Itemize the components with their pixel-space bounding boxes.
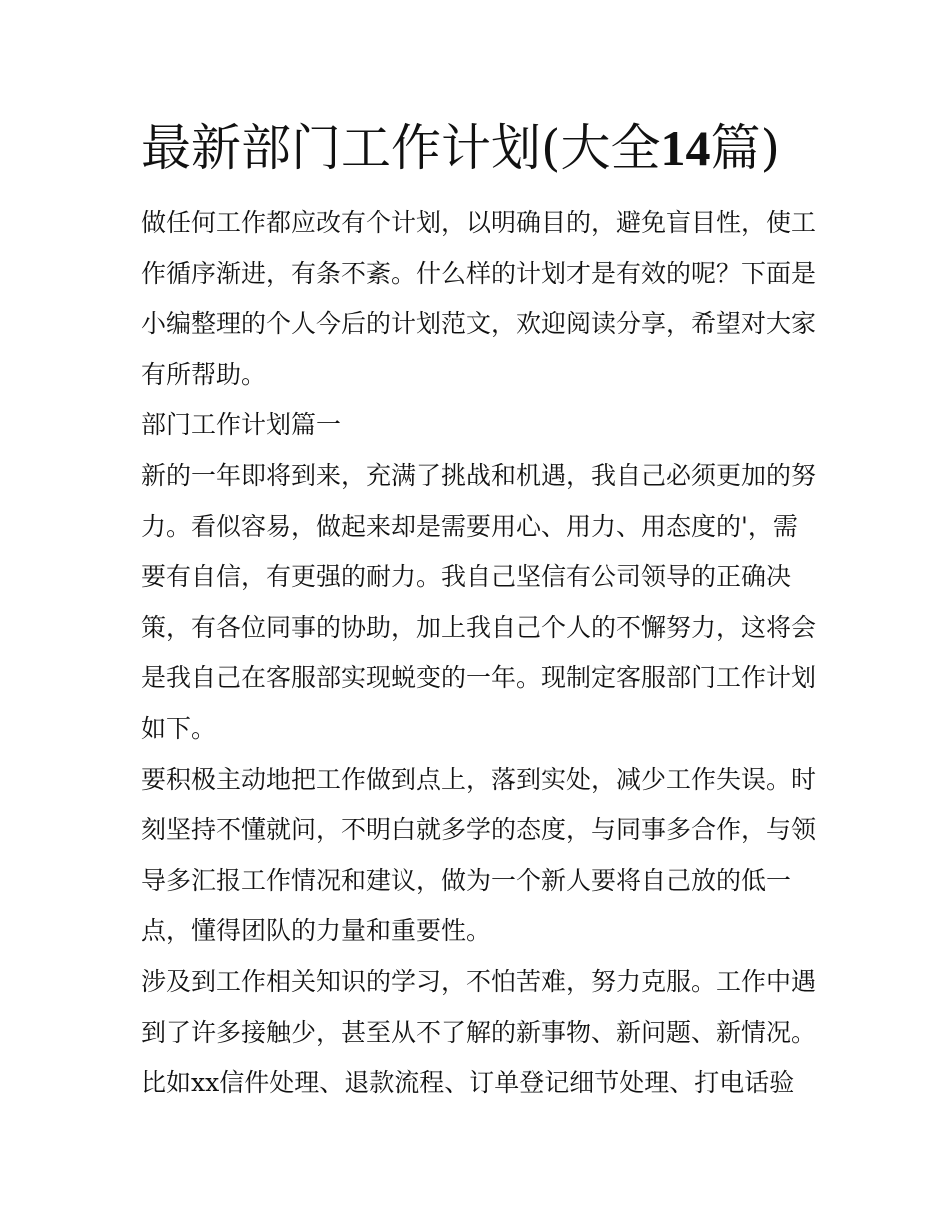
text-line: 到了许多接触少，甚至从不了解的新事物、新问题、新情况。 (141, 1017, 817, 1047)
title-suffix: 篇) (710, 119, 781, 177)
section-heading: 部门工作计划篇一 (141, 410, 342, 440)
text-line: 涉及到工作相关知识的学习，不怕苦难，努力克服。工作中遇 (141, 966, 817, 996)
title-prefix: 最新部门工作计划(大全 (141, 119, 661, 177)
text-line: 作循序渐进，有条不紊。什么样的计划才是有效的呢？下面是 (141, 258, 817, 288)
text-line: 刻坚持不懂就问，不明白就多学的态度，与同事多合作，与领 (141, 815, 817, 845)
text-line: 要有自信，有更强的耐力。我自己坚信有公司领导的正确决 (141, 562, 792, 592)
text-line: 有所帮助。 (141, 359, 267, 389)
text-line: 点，懂得团队的力量和重要性。 (141, 916, 492, 946)
text-line: 要积极主动地把工作做到点上，落到实处，减少工作失误。时 (141, 764, 817, 794)
text-line: 策，有各位同事的协助，加上我自己个人的不懈努力，这将会 (141, 612, 817, 642)
text-line: 导多汇报工作情况和建议，做为一个新人要将自己放的低一 (141, 865, 792, 895)
text-line: 做任何工作都应改有个计划，以明确目的，避免盲目性，使工 (141, 208, 817, 237)
document-title (141, 116, 841, 180)
text-line: 是我自己在客服部实现蜕变的一年。现制定客服部门工作计划 (141, 663, 817, 693)
text-line: 新的一年即将到来，充满了挑战和机遇，我自己必须更加的努 (141, 460, 817, 490)
document-body (141, 198, 821, 1109)
text-line: 小编整理的个人今后的计划范文，欢迎阅读分享，希望对大家 (141, 309, 817, 339)
title-number: 14 (660, 120, 711, 176)
text-line: 如下。 (141, 713, 217, 743)
text-line: 力。看似容易，做起来却是需要用心、用力、用态度的'，需 (141, 511, 798, 541)
text-line: 比如xx信件处理、退款流程、订单登记细节处理、打电话验 (141, 1068, 795, 1098)
